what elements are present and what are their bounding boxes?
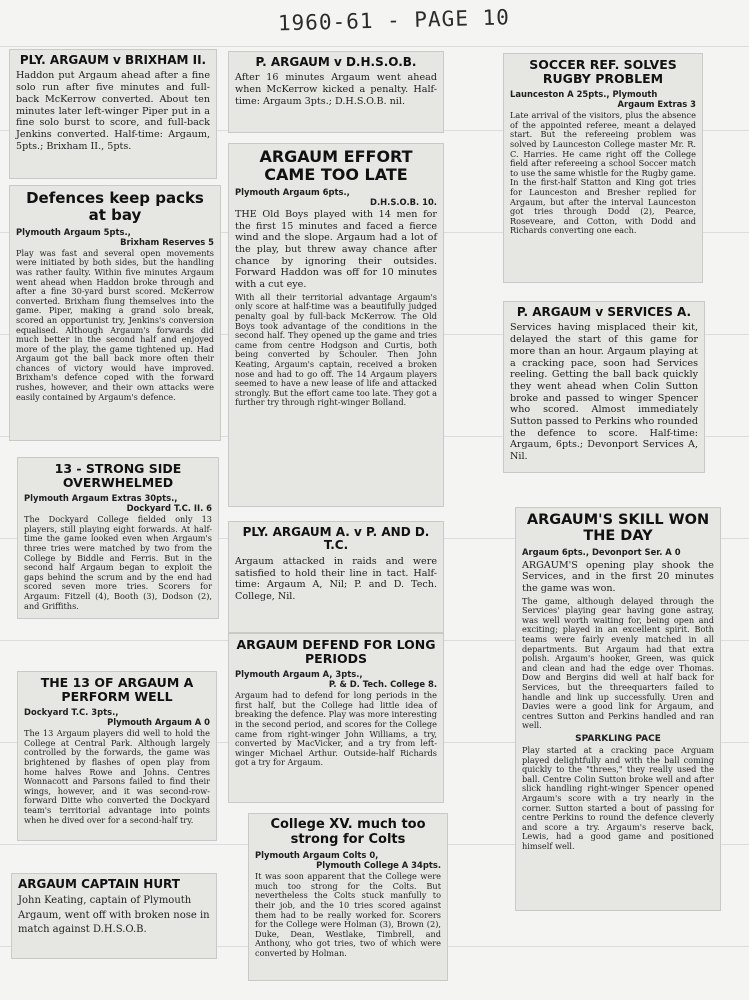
score-line <box>255 850 441 870</box>
headline: ARGAUM CAPTAIN HURT <box>18 877 180 891</box>
clipping-effort <box>229 144 443 506</box>
score-line-home: Plymouth Argaum Extras 30pts., <box>24 493 178 503</box>
headline: Defences keep packs at bay <box>26 189 204 224</box>
article-body: Haddon put Argaum ahead after a fine solo run after five minutes and full-back McKerrow converted. About ten minutes later left-winger Piper put in a fine solo burst to score, and full-back Jenkins converted. Half-time: Argaum, 5pts.; Brixham II., 5pts. <box>16 70 210 152</box>
clipping-strong-side <box>18 458 218 618</box>
score-line-home: Plymouth Argaum 5pts., <box>16 226 131 237</box>
page-header: 1960-61 - PAGE 10 <box>277 5 511 36</box>
headline: P. ARGAUM v D.H.S.O.B. <box>255 55 417 69</box>
article-body: John Keating, captain of Plymouth Argaum, went off with broken nose in match against D.H.S.O.B. <box>18 895 210 936</box>
clipping-ply-brixham <box>10 50 216 178</box>
clipping-thirteen <box>18 672 216 840</box>
article-body: With all their territorial advantage Argaum's only score at half-time was a beautifully judged penalty goal by full-back McKerrow. The Old Boys took advantage of the conditions in the second half. They opened up the game and tries came from centre Hodgson and Curtis, both being converted by Schouler. Then John Keating, Argaum's captain, received a broken nose and had to go off. The 14 Argaum players seemed to have a new lease of life and attacked strongly. But the effort came too late. They got a further try through right-winger Bolland. <box>235 291 437 408</box>
article-body: Argaum attacked in raids and were satisfied to hold their line in tact. Half-time: Argaum A, Nil; P. and D. Tech. College, Nil. <box>235 555 437 602</box>
score-line-away: P. & D. Tech. College 8. <box>328 679 437 690</box>
section-subhead: SPARKLING PACE <box>575 733 661 744</box>
article-body: Play was fast and several open movements were initiated by both sides, but the handling was rather faulty. Within five minutes Argaum went ahead when Haddon broke through and after a fine 30-yard burst scored. McKerrow converted. Brixham flung themselves into the game. Piper, making a grand solo break, scored an opportunist try, Jenkins's conversion equalised. Although Argaum's forwards did much better in the second half and enjoyed more of the play, the game tightened up. Had Argaum got the ball back more often their chances of victory would have improved. Brixham's defence coped with the forward rushes, however, and their own attacks were easily contained by Argaum's defence. <box>16 247 214 402</box>
clipping-services <box>504 302 704 472</box>
score-line-home: Dockyard T.C. 3pts., <box>24 707 119 717</box>
score-line-text: Argaum 6pts., Devonport Ser. A 0 <box>522 547 681 558</box>
headline: PLY. ARGAUM v BRIXHAM II. <box>19 53 207 67</box>
clipping-colts <box>249 814 447 980</box>
clipping-soccer <box>504 54 702 282</box>
clipping-pand <box>229 522 443 632</box>
score-line-home: Launceston A 25pts., Plymouth <box>510 89 658 99</box>
score-line-away: D.H.S.O.B. 10. <box>370 196 437 207</box>
article-body: The Dockyard College fielded only 13 players, still playing eight forwards. At half-time the game looked even when Argaum's three tries were matched by two from the College by Biddle and Ferris. But in the second half Argaum began to exploit the gaps behind the scrum and by the end had scored seven more tries. Scorers for Argaum: Fitzell (4), Booth (3), Dodson (2), and Griffiths. <box>24 514 212 611</box>
score-line-home: Plymouth Argaum 6pts., <box>235 186 350 197</box>
headline: PLY. ARGAUM A. v P. AND D. T.C. <box>242 525 430 553</box>
score-line-home: Plymouth Argaum A, 3pts., <box>235 669 363 679</box>
score-line-away: Plymouth Argaum A 0 <box>107 717 210 728</box>
score-line <box>24 493 212 513</box>
score-line <box>24 707 210 727</box>
score-line-away: Argaum Extras 3 <box>617 99 696 110</box>
headline: ARGAUM EFFORT CAME TOO LATE <box>259 147 413 184</box>
article-body: The game, although delayed through the Services' playing gear having gone astray, was well worth waiting for, being open and exciting; played in an excellent spirit. Both teams were fairly evenly matched in all departments. But Argaum had that extra polish. Argaum's hooker, Green, was quick and clean and had the edge over Thomas. Dow and Bergins did well at half back for Services, but the threequarters failed to handle and link up successfully. Uren and Davies were a good link for Argaum, and centres Sutton and Perkins handled and ran well. <box>522 595 714 731</box>
score-line <box>16 227 214 247</box>
article-body: Services having misplaced their kit, delayed the start of this game for more than an hour. Argaum playing at a cracking pace, soon had Services reeling. Getting the ball back quickly they went ahead when Colin Sutton broke and passed to winger Spencer who scored. Almost immediately Sutton passed to Perkins who rounded the defence to score. Half-time: Argaum, 6pts.; Devonport Services A, Nil. <box>510 322 698 463</box>
headline: P. ARGAUM v SERVICES A. <box>516 305 692 319</box>
clipping-defend <box>229 634 443 802</box>
headline: ARGAUM'S SKILL WON THE DAY <box>526 512 710 545</box>
article-body: Argaum had to defend for long periods in the first half, but the College had little idea of breaking the defence. Play was more interesting in the second period, and scores for the College came from right-winger John Williams, a try, converted by MacVicker, and a try from left-winger Michael Arthur. Outside-half Richards got a try for Argaum. <box>235 690 437 768</box>
headline: ARGAUM DEFEND FOR LONG PERIODS <box>236 637 436 666</box>
headline: SOCCER REF. SOLVES RUGBY PROBLEM <box>529 57 677 86</box>
score-line-home: Plymouth Argaum Colts 0, <box>255 850 379 861</box>
score-line <box>522 547 714 557</box>
clipping-dhsob <box>229 52 443 132</box>
clipping-captain <box>12 874 216 958</box>
article-body: It was soon apparent that the College were much too strong for the Colts. But nevertheless the Colts stuck manfully to their job, and the 10 tries scored against them had to be really worked for. Scorers for the College were Holman (3), Brown (2), Duke, Dean, Westlake, Timbrell, and Anthony, who got tries, two of which were converted by Holman. <box>255 871 441 958</box>
score-line <box>510 89 696 109</box>
clipping-defences <box>10 186 220 440</box>
score-line <box>235 669 437 689</box>
article-body-continued: Play started at a cracking pace Arguam played delightfully and with the ball coming quickly to the "threes," they really used the ball. Centre Colin Sutton broke well and after slick handling right-winger Spencer opened Argaum's score with a try nearly in the corner. Sutton started a bout of passing for centre Perkins to round the defence cleverly and score a try. Argaum's reserve back, Lewis, had a good game and positioned himself well. <box>522 744 714 851</box>
clipping-skill <box>516 508 720 910</box>
article-lead: THE Old Boys played with 14 men for the first 15 minutes and faced a fierce wind and the slope. Argaum had a lot of the play, but threw away chance after chance by ignoring their outsides. Forward Haddon was off for 10 minutes with a cut eye. <box>235 208 437 291</box>
article-body: Late arrival of the visitors, plus the absence of the appointed referee, meant a delayed start. But the refereeing problem was solved by Launceston College master Mr. R. C. Harries. He came right off the College field after refereeing a school Soccer match to use the same whistle for the Rugby game. In the first-half Statton and King got tries for Launceston and Bresher replied for Argaum, but after the interval Launceston got tries through Dodd (2), Pearce, Roseveare, and Cotton, with Dodd and Richards converting one each. <box>510 110 696 236</box>
article-lead: ARGAUM'S opening play shook the Services, and in the first 20 minutes the game was won. <box>522 559 714 594</box>
score-line-away: Brixham Reserves 5 <box>120 236 214 247</box>
article-body: After 16 minutes Argaum went ahead when McKerrow kicked a penalty. Half-time: Argaum 3pts.; D.H.S.O.B. nil. <box>235 72 437 107</box>
score-line-away: Dockyard T.C. II. 6 <box>126 503 212 514</box>
headline: THE 13 OF ARGAUM A PERFORM WELL <box>40 675 194 704</box>
score-line-away: Plymouth College A 34pts. <box>316 860 441 871</box>
score-line <box>235 187 437 207</box>
article-body: The 13 Argaum players did well to hold the College at Central Park. Although largely controlled by the forwards, the game was brightened by flashes of open play from home halves Rowe and Johns. Centres Wonnacott and Parsons failed to find their wings, however, and it was second-row-forward Ditte who converted the Dockyard team's territorial advantage into points when he dived over for a second-half try. <box>24 728 210 825</box>
headline: College XV. much too strong for Colts <box>270 817 426 847</box>
headline: 13 - STRONG SIDE OVERWHELMED <box>54 461 182 490</box>
